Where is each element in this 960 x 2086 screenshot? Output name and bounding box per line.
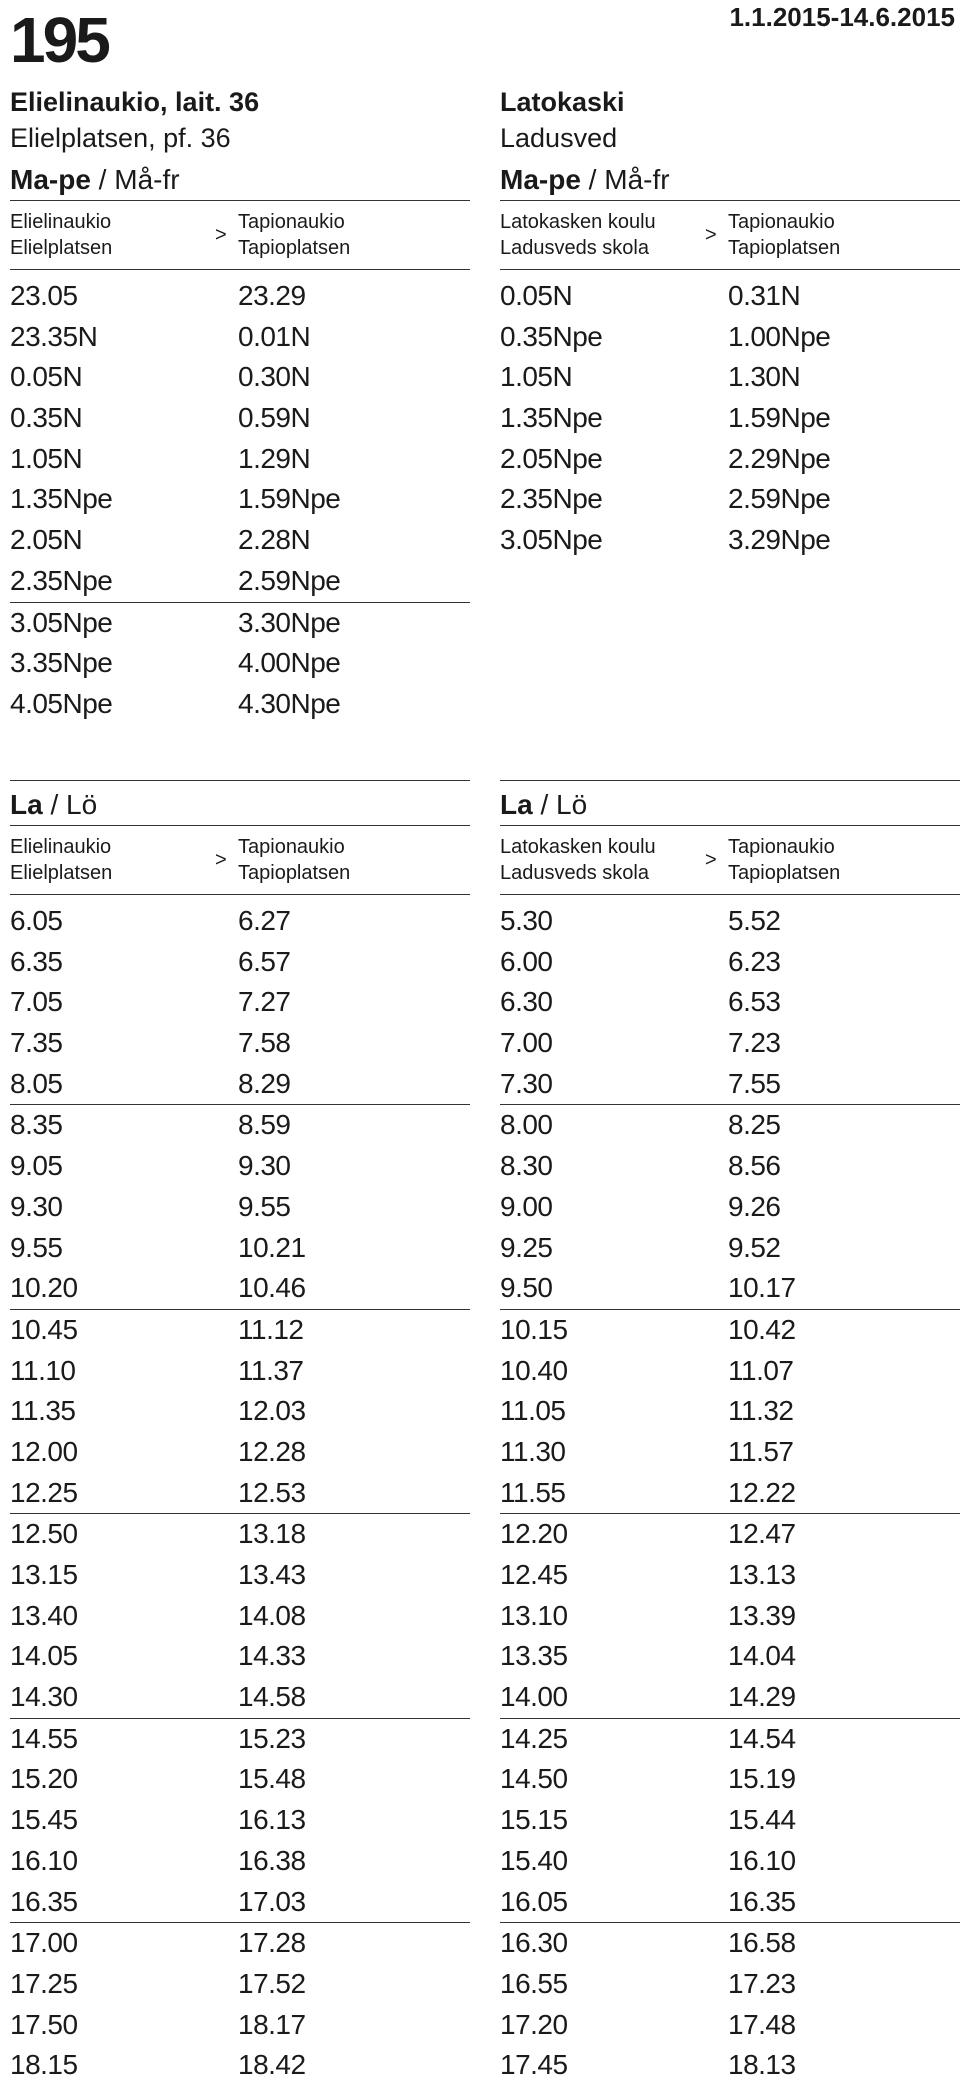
weekday-right-direction <box>500 200 960 270</box>
departure-time: 14.50 <box>500 1763 568 1795</box>
timetable-row <box>500 2005 960 2046</box>
arrival-time: 2.59Npe <box>238 564 341 596</box>
timetable-row <box>500 1800 960 1841</box>
arrival-time: 4.00Npe <box>238 647 341 679</box>
right-stop-header <box>500 84 960 156</box>
route-number: 195 <box>10 4 108 76</box>
departure-time: 4.05Npe <box>10 687 113 719</box>
timetable-row <box>10 982 470 1023</box>
arrival-time: 13.43 <box>238 1559 306 1590</box>
arrival-time: 12.47 <box>728 1518 796 1550</box>
saturday-day-label-right: La / Lö <box>500 789 588 820</box>
departure-time: 12.25 <box>10 1476 78 1508</box>
arrival-time: 8.56 <box>728 1150 781 1182</box>
timetable-row <box>500 942 960 983</box>
arrival-time: 14.54 <box>728 1722 796 1754</box>
arrival-time: 10.42 <box>728 1313 796 1345</box>
arrival-time: 13.13 <box>728 1559 796 1590</box>
saturday-day-label: La / Lö <box>10 789 98 820</box>
timetable-row <box>500 1228 960 1269</box>
arrival-time: 8.29 <box>238 1067 291 1099</box>
timetable-row <box>10 1555 470 1596</box>
timetable-row <box>10 561 470 603</box>
arrival-time: 17.03 <box>238 1885 306 1917</box>
timetable-row <box>10 317 470 358</box>
timetable-row <box>500 901 960 942</box>
arrival-time: 3.30Npe <box>238 606 341 638</box>
timetable-row <box>500 1023 960 1064</box>
arrival-time: 14.58 <box>238 1681 306 1713</box>
departure-time: 15.20 <box>10 1763 78 1795</box>
direction-arrow-icon: > <box>215 224 227 246</box>
departure-time: 17.25 <box>10 1967 78 1999</box>
departure-time: 11.55 <box>500 1476 566 1508</box>
departure-time: 14.25 <box>500 1722 568 1754</box>
arrival-time: 17.28 <box>238 1927 306 1959</box>
departure-time: 17.20 <box>500 2008 568 2040</box>
arrival-time: 0.31N <box>728 280 801 311</box>
departure-time: 2.05N <box>10 524 83 556</box>
timetable-row <box>500 1514 960 1555</box>
departure-time: 15.45 <box>10 1804 78 1836</box>
arrival-time: 12.28 <box>238 1435 306 1467</box>
saturday-right-direction <box>500 825 960 895</box>
direction-arrow-icon: > <box>215 849 227 871</box>
arrival-time: 0.59N <box>238 402 311 434</box>
timetable-row <box>10 684 470 725</box>
left-stop-header <box>10 84 470 156</box>
departure-time: 8.30 <box>500 1150 553 1182</box>
departure-time: 2.35Npe <box>10 564 113 596</box>
arrival-time: 17.52 <box>238 1967 306 1999</box>
timetable-row <box>10 1268 470 1310</box>
timetable-row <box>10 1228 470 1269</box>
saturday-left-direction <box>10 825 470 895</box>
timetable-row <box>10 479 470 520</box>
timetable-row <box>10 643 470 684</box>
timetable-row <box>10 1882 470 1924</box>
arrival-time: 11.07 <box>728 1354 794 1386</box>
arrival-time: 16.35 <box>728 1885 796 1917</box>
departure-time: 7.35 <box>10 1027 63 1059</box>
departure-time: 12.50 <box>10 1518 78 1550</box>
arrival-time: 14.33 <box>238 1640 306 1672</box>
arrival-time: 0.01N <box>238 320 311 352</box>
timetable-row <box>10 1432 470 1473</box>
timetable-row <box>10 1923 470 1964</box>
departure-time: 9.50 <box>500 1272 553 1304</box>
timetable-row <box>10 439 470 480</box>
departure-time: 9.55 <box>10 1231 63 1263</box>
departure-time: 8.05 <box>10 1067 63 1099</box>
timetable-row <box>10 942 470 983</box>
departure-time: 6.35 <box>10 945 63 977</box>
timetable-row <box>10 1719 470 1760</box>
departure-time: 12.00 <box>10 1435 78 1467</box>
arrival-time: 15.44 <box>728 1804 796 1836</box>
arrival-time: 14.29 <box>728 1681 796 1713</box>
arrival-time: 7.58 <box>238 1027 291 1059</box>
departure-time: 7.30 <box>500 1067 553 1099</box>
arrival-time: 8.25 <box>728 1109 781 1141</box>
arrival-time: 12.03 <box>238 1395 306 1427</box>
departure-time: 11.05 <box>500 1395 566 1427</box>
arrival-time: 16.38 <box>238 1844 306 1876</box>
departure-time: 1.35Npe <box>500 402 603 434</box>
timetable-row <box>500 1473 960 1515</box>
timetable-row <box>10 520 470 561</box>
departure-time: 14.05 <box>10 1640 78 1672</box>
timetable-row <box>500 1391 960 1432</box>
weekday-day-label-right: Ma-pe / Må-fr <box>500 164 670 195</box>
direction-arrow-icon: > <box>705 849 717 871</box>
departure-time: 7.05 <box>10 986 63 1018</box>
timetable-row <box>500 1432 960 1473</box>
arrival-time: 17.23 <box>728 1967 796 1999</box>
direction-to: Tapionaukio Tapioplatsen <box>728 836 841 884</box>
timetable-row <box>10 1391 470 1432</box>
timetable-row <box>500 317 960 358</box>
departure-time: 9.00 <box>500 1190 553 1222</box>
arrival-time: 13.39 <box>728 1599 796 1631</box>
arrival-time: 12.53 <box>238 1476 306 1508</box>
departure-time: 14.55 <box>10 1722 78 1754</box>
arrival-time: 6.53 <box>728 986 781 1018</box>
timetable-row <box>500 1759 960 1800</box>
direction-to: Tapionaukio Tapioplatsen <box>238 836 351 884</box>
weekday-right-times <box>500 276 960 561</box>
timetable-row <box>500 1268 960 1310</box>
departure-time: 16.05 <box>500 1885 568 1917</box>
arrival-time: 1.00Npe <box>728 320 831 352</box>
arrival-time: 11.57 <box>728 1435 794 1467</box>
timetable-row <box>500 520 960 561</box>
departure-time: 16.30 <box>500 1927 568 1959</box>
departure-time: 8.00 <box>500 1109 553 1141</box>
validity-period: 1.1.2015-14.6.2015 <box>729 2 955 32</box>
direction-from: Latokasken koulu Ladusveds skola <box>500 836 656 884</box>
departure-time: 17.50 <box>10 2008 78 2040</box>
weekday-right-block <box>500 160 960 561</box>
timetable-row <box>10 1636 470 1677</box>
arrival-time: 18.13 <box>728 2049 796 2081</box>
departure-time: 9.05 <box>10 1150 63 1182</box>
timetable-row <box>500 357 960 398</box>
departure-time: 17.45 <box>500 2049 568 2081</box>
departure-time: 10.20 <box>10 1272 78 1304</box>
departure-time: 12.45 <box>500 1559 568 1590</box>
timetable-row <box>500 1146 960 1187</box>
direction-from: Latokasken koulu Ladusveds skola <box>500 211 656 259</box>
departure-time: 14.30 <box>10 1681 78 1713</box>
arrival-time: 12.22 <box>728 1476 796 1508</box>
departure-time: 6.00 <box>500 945 553 977</box>
timetable-row <box>10 1841 470 1882</box>
arrival-time: 15.23 <box>238 1722 306 1754</box>
timetable-row <box>10 1596 470 1637</box>
departure-time: 13.10 <box>500 1599 568 1631</box>
arrival-time: 11.12 <box>238 1313 304 1345</box>
departure-time: 0.05N <box>500 280 573 311</box>
departure-time: 15.40 <box>500 1844 568 1876</box>
direction-arrow-icon: > <box>705 224 717 246</box>
departure-time: 3.05Npe <box>500 524 603 556</box>
timetable-row <box>10 2005 470 2046</box>
arrival-time: 14.04 <box>728 1640 796 1672</box>
departure-time: 9.25 <box>500 1231 553 1263</box>
departure-time: 1.05N <box>10 442 83 474</box>
arrival-time: 1.29N <box>238 442 311 474</box>
left-stop-name-fi: Elielinaukio, lait. 36 <box>10 87 260 117</box>
direction-to: Tapionaukio Tapioplatsen <box>728 211 841 259</box>
timetable-row <box>10 1677 470 1719</box>
saturday-right-times <box>500 901 960 2086</box>
arrival-time: 15.19 <box>728 1763 796 1795</box>
timetable-row <box>10 1023 470 1064</box>
direction-from: Elielinaukio Elielplatsen <box>10 211 113 259</box>
arrival-time: 18.42 <box>238 2049 306 2081</box>
saturday-left-times <box>10 901 470 2086</box>
arrival-time: 0.30N <box>238 361 311 393</box>
timetable-row <box>10 1473 470 1515</box>
departure-time: 0.05N <box>10 361 83 393</box>
arrival-time: 7.27 <box>238 986 291 1018</box>
arrival-time: 2.29Npe <box>728 442 831 474</box>
timetable-row <box>500 398 960 439</box>
direction-to: Tapionaukio Tapioplatsen <box>238 211 351 259</box>
departure-time: 13.15 <box>10 1559 78 1590</box>
timetable-row <box>500 479 960 520</box>
timetable-row <box>10 1187 470 1228</box>
arrival-time: 2.28N <box>238 524 311 556</box>
right-stop-name-fi: Latokaski <box>500 87 625 117</box>
arrival-time: 10.21 <box>238 1231 306 1263</box>
timetable-row <box>10 1351 470 1392</box>
arrival-time: 6.57 <box>238 945 291 977</box>
arrival-time: 6.23 <box>728 945 781 977</box>
departure-time: 11.10 <box>10 1354 76 1386</box>
departure-time: 2.35Npe <box>500 483 603 515</box>
departure-time: 5.30 <box>500 905 553 936</box>
right-stop-name-sv: Ladusved <box>500 123 618 153</box>
timetable-row <box>10 1800 470 1841</box>
timetable-row <box>10 2045 470 2086</box>
departure-time: 23.05 <box>10 280 78 311</box>
timetable-row <box>10 398 470 439</box>
departure-time: 13.35 <box>500 1640 568 1672</box>
arrival-time: 10.17 <box>728 1272 796 1304</box>
departure-time: 2.05Npe <box>500 442 603 474</box>
departure-time: 10.45 <box>10 1313 78 1345</box>
arrival-time: 7.23 <box>728 1027 781 1059</box>
timetable-row <box>500 1719 960 1760</box>
departure-time: 0.35N <box>10 402 83 434</box>
departure-time: 17.00 <box>10 1927 78 1959</box>
timetable-row <box>500 1882 960 1924</box>
arrival-time: 15.48 <box>238 1763 306 1795</box>
departure-time: 1.35Npe <box>10 483 113 515</box>
weekday-left-block <box>10 160 470 725</box>
arrival-time: 6.27 <box>238 905 291 936</box>
departure-time: 9.30 <box>10 1190 63 1222</box>
departure-time: 13.40 <box>10 1599 78 1631</box>
saturday-right-block <box>500 780 960 2086</box>
timetable-row <box>10 1514 470 1555</box>
timetable-row <box>500 439 960 480</box>
departure-time: 16.35 <box>10 1885 78 1917</box>
arrival-time: 14.08 <box>238 1599 306 1631</box>
departure-time: 12.20 <box>500 1518 568 1550</box>
departure-time: 6.30 <box>500 986 553 1018</box>
departure-time: 11.35 <box>10 1395 76 1427</box>
timetable-row <box>10 1064 470 1106</box>
timetable-row <box>10 1146 470 1187</box>
arrival-time: 13.18 <box>238 1518 306 1550</box>
timetable-row <box>10 1964 470 2005</box>
timetable-row <box>500 276 960 317</box>
departure-time: 10.40 <box>500 1354 568 1386</box>
departure-time: 1.05N <box>500 361 573 393</box>
timetable-row <box>10 1105 470 1146</box>
timetable-row <box>10 901 470 942</box>
left-stop-name-sv: Elielplatsen, pf. 36 <box>10 123 231 153</box>
arrival-time: 9.52 <box>728 1231 781 1263</box>
timetable-row <box>500 1555 960 1596</box>
timetable-row <box>500 1923 960 1964</box>
timetable-row <box>10 1759 470 1800</box>
timetable-row <box>500 1636 960 1677</box>
arrival-time: 2.59Npe <box>728 483 831 515</box>
timetable-row <box>500 1064 960 1106</box>
timetable-row <box>500 1310 960 1351</box>
arrival-time: 1.59Npe <box>728 402 831 434</box>
arrival-time: 5.52 <box>728 905 781 936</box>
departure-time: 16.55 <box>500 1967 568 1999</box>
departure-time: 18.15 <box>10 2049 78 2081</box>
saturday-left-block <box>10 780 470 2086</box>
timetable-row <box>500 1841 960 1882</box>
departure-time: 10.15 <box>500 1313 568 1345</box>
arrival-time: 3.29Npe <box>728 524 831 556</box>
arrival-time: 16.10 <box>728 1844 796 1876</box>
arrival-time: 9.30 <box>238 1150 291 1182</box>
arrival-time: 11.32 <box>728 1395 794 1427</box>
timetable-row <box>500 1187 960 1228</box>
arrival-time: 1.30N <box>728 361 801 393</box>
departure-time: 16.10 <box>10 1844 78 1876</box>
arrival-time: 17.48 <box>728 2008 796 2040</box>
timetable-row <box>500 1964 960 2005</box>
timetable-row <box>500 2045 960 2086</box>
departure-time: 14.00 <box>500 1681 568 1713</box>
timetable-row <box>10 357 470 398</box>
weekday-day-label: Ma-pe / Må-fr <box>10 164 180 195</box>
timetable-row <box>500 1351 960 1392</box>
weekday-left-times <box>10 276 470 725</box>
weekday-left-direction <box>10 200 470 270</box>
departure-time: 3.35Npe <box>10 647 113 679</box>
timetable-row <box>10 276 470 317</box>
departure-time: 15.15 <box>500 1804 568 1836</box>
timetable-row <box>10 603 470 644</box>
arrival-time: 10.46 <box>238 1272 306 1304</box>
timetable-row <box>500 982 960 1023</box>
arrival-time: 16.58 <box>728 1927 796 1959</box>
direction-from: Elielinaukio Elielplatsen <box>10 836 113 884</box>
timetable-row <box>500 1105 960 1146</box>
departure-time: 3.05Npe <box>10 606 113 638</box>
arrival-time: 1.59Npe <box>238 483 341 515</box>
departure-time: 6.05 <box>10 905 63 936</box>
departure-time: 11.30 <box>500 1435 566 1467</box>
departure-time: 0.35Npe <box>500 320 603 352</box>
arrival-time: 23.29 <box>238 280 306 311</box>
arrival-time: 18.17 <box>238 2008 306 2040</box>
arrival-time: 9.55 <box>238 1190 291 1222</box>
arrival-time: 8.59 <box>238 1109 291 1141</box>
timetable-row <box>10 1310 470 1351</box>
departure-time: 7.00 <box>500 1027 553 1059</box>
timetable-row <box>500 1677 960 1719</box>
departure-time: 23.35N <box>10 320 98 352</box>
departure-time: 8.35 <box>10 1109 63 1141</box>
arrival-time: 11.37 <box>238 1354 304 1386</box>
arrival-time: 4.30Npe <box>238 687 341 719</box>
timetable-row <box>500 1596 960 1637</box>
arrival-time: 7.55 <box>728 1067 781 1099</box>
arrival-time: 9.26 <box>728 1190 781 1222</box>
arrival-time: 16.13 <box>238 1804 306 1836</box>
